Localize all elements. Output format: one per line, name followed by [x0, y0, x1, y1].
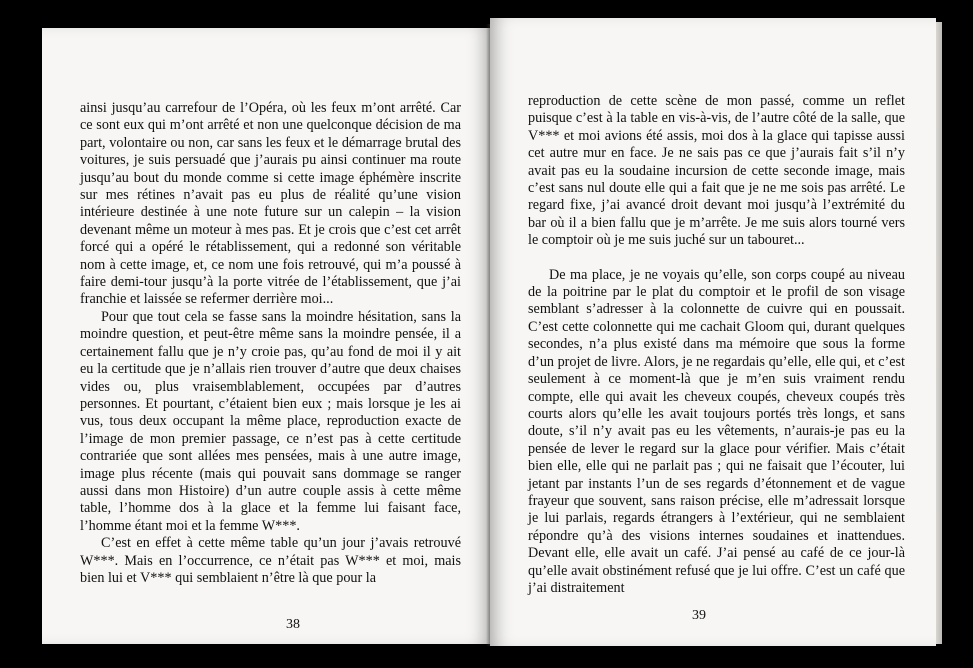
- paragraph: De ma place, je ne voyais qu’elle, son corps coupé au niveau de la poitrine par le plat du comptoir et le profil de son visage semblant s’adresser à la colonnette de cuivre qui en poussait. C’est cette colonnette qui me cachait Gloom qui, durant quelques secondes, n’a plus existé dans ma mémoire que sous la forme d’un projet de livre. Alors, je ne regardais qu’elle, elle qui, et c’est seulement à ce moment-là que je m’en suis vraiment rendu compte, elle qui avait les cheveux coupés, cheveux coupés très courts alors qu’elle les avait toujours portés très longs, et sans doute, s’il n’y avait pas eu les vêtements, n’aurais-je pas eu la pensée de lever le regard sur la glace pour vérifier. Mais c’était bien elle, elle qui ne parlait pas ; qui ne faisait que l’écouter, lui jetant par instants l’un de ses regards d’étonnement et de vague frayeur que souvent, sans raison précise, elle m’adressait lorsque je lui parlais, regards étrangers à l’extérieur, qui ne semblaient répondre qu’à des visions internes soudaines et inattendues. Devant elle, elle avait un café. J’ai pensé au café de ce jour-là qu’elle avait obstinément refusé que je lui offre. C’est un café que j’ai distraitement: [528, 266, 905, 596]
- right-page-text: [528, 93, 905, 597]
- paragraph: C’est en effet à cette même table qu’un jour j’avais retrouvé W***. Mais en l’occurrence, ce n’était pas W*** et moi, mais bien lui et V*** qui semblaient n’être là que pour la: [80, 535, 461, 586]
- page-edge: [936, 22, 942, 644]
- paragraph: reproduction de cette scène de mon passé, comme un reflet puisque c’est à la table en vis-à-vis, de l’autre côté de la salle, que V*** et moi avions été assis, moi dos à la glace qui tapisse aussi cet autre mur en face. Je ne sais pas ce que j’aurais fait s’il n’y avait pas eu la soudaine incursion de cette seconde image, mais c’est sans nul doute elle qui a fait que je ne me sois pas arrêté. Le regard fixe, j’ai avancé droit devant moi jusqu’à l’extrémité du bar où il a bien fallu que je m’arrête. Je me suis alors tourné vers le comptoir où je me suis juché sur un tabouret...: [528, 93, 905, 249]
- paragraph: Pour que tout cela se fasse sans la moindre hésitation, sans la moindre question, et peut-être même sans la moindre pensée, il a certainement fallu que je n’y croie pas, qu’au fond de moi il y ait eu la certitude que je n’allais rien trouver d’autre que deux chaises vides ou, plus vraisemblablement, occupées par d’autres personnes. Et pourtant, c’étaient bien eux ; mais lorsque je les ai vus, tous deux occupant la même place, reproduction exacte de l’image de mon premier passage, ce n’est pas à cette certitude contrariée que sont allées mes pensées, mais à une autre image, image plus récente (mais qui pouvait sans dommage se ranger aussi dans mon Histoire) d’un autre couple assis à cette même table, l’homme dos à la glace et la femme lui faisant face, l’homme étant moi et la femme W***.: [80, 308, 461, 534]
- left-page: [42, 28, 490, 644]
- right-page: [490, 18, 936, 646]
- page-number: 38: [286, 617, 300, 632]
- page-number: 39: [692, 608, 706, 623]
- paragraph: ainsi jusqu’au carrefour de l’Opéra, où les feux m’ont arrêté. Car ce sont eux qui m’ont arrêté et non une quelconque décision de ma part, volontaire ou non, car sans les feux et le démarrage brutal des voitures, je suis persuadé que j’aurais pu ainsi continuer ma route jusqu’au bout du monde comme si cette image éphémère inscrite sur mes rétines n’avait pas eu plus de réalité qu’une vision intérieure destinée à une note future sur un calepin – la vision devenant même un moteur à mes pas. Et je crois que c’est cet arrêt forcé qui a opéré le rétablissement, qui a redonné son véritable nom à cette image, et, ce nom une fois retrouvé, qui m’a poussé à faire demi-tour jusqu’à la porte vitrée de l’établissement, que j’ai franchie et laissée se refermer derrière moi...: [80, 100, 461, 308]
- left-page-text: [80, 100, 461, 587]
